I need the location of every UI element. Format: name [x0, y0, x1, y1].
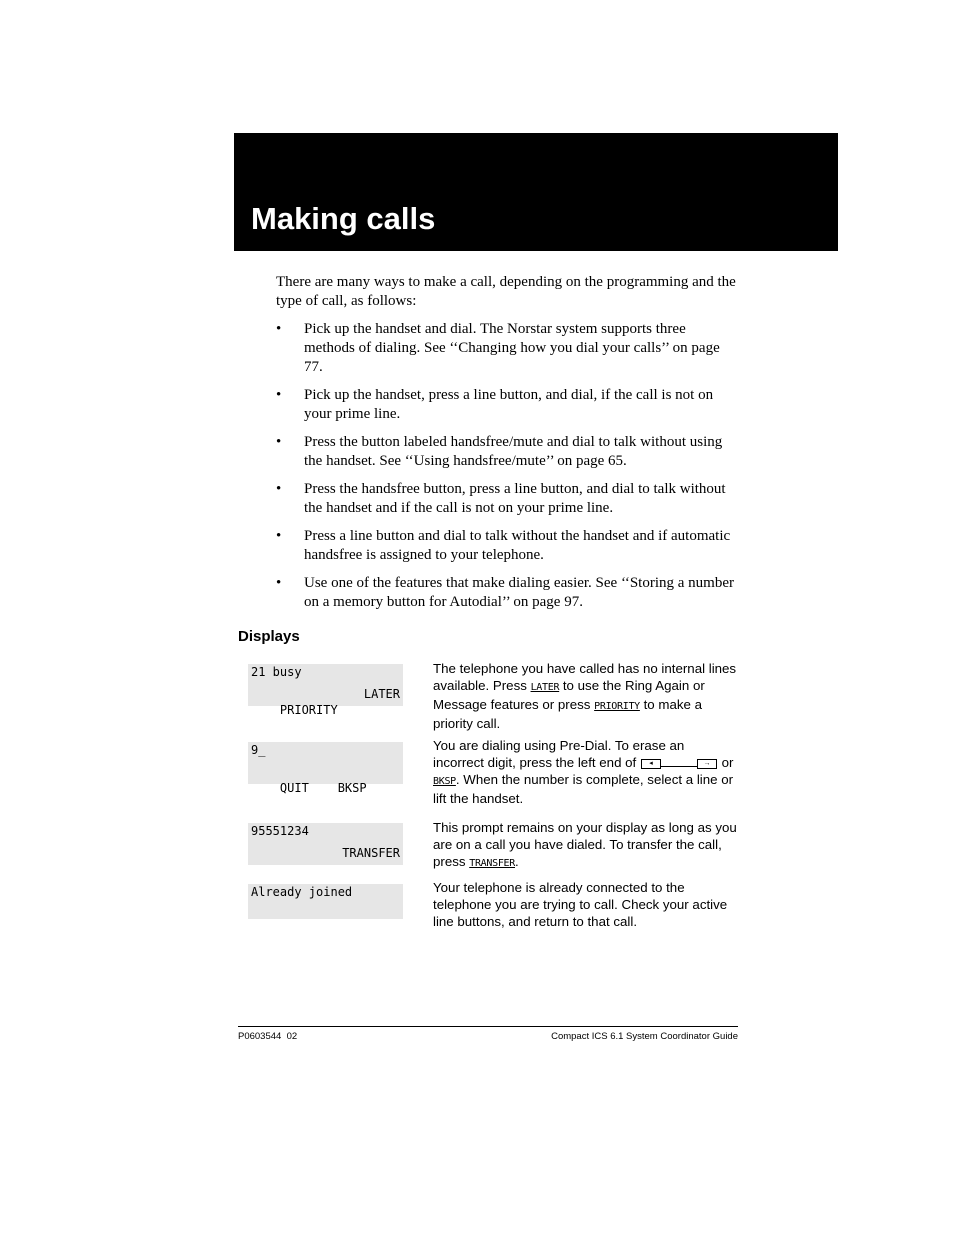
display-description-busy: [433, 660, 738, 732]
display-description-transfer: [433, 819, 738, 872]
bullet-icon: •: [276, 575, 282, 591]
list-item-text: Pick up the handset, press a line button, and dial, if the call is not on your prime line.: [304, 387, 714, 422]
lcd-display-predial: [248, 742, 403, 795]
list-item: [276, 574, 738, 612]
list-item-text: Press the button labeled handsfree/mute and dial to talk without using the handset. See ‘‘Using handsfree/mute’’ on page 65.: [304, 434, 723, 469]
priority-key-label: PRIORITY: [594, 701, 640, 712]
footer-divider: [238, 1026, 738, 1027]
display-description-predial: [433, 737, 738, 807]
desc-text: Your telephone is already connected to the telephone you are trying to call. Check your active line buttons, and return to that call.: [433, 880, 728, 929]
desc-text: You are dialing using Pre-Dial. To erase an incorrect digit, press the left end of: [433, 738, 685, 770]
line-button-icon: [641, 759, 717, 768]
list-item: [276, 433, 738, 471]
desc-text: .: [514, 854, 519, 869]
display-description-already-joined: [433, 879, 738, 930]
lcd-softkey-priority: PRIORITY: [279, 703, 338, 717]
page-title: Making calls: [251, 201, 436, 236]
list-item-text: Use one of the features that make dialing easier. See ‘‘Storing a number on a memory button for Autodial’’ on page 97.: [304, 575, 734, 610]
chapter-title-banner: [234, 133, 838, 251]
list-item-text: Pick up the handset and dial. The Norstar system supports three methods of dialing. See ‘‘Changing how you dial your calls’’ on page 77.: [304, 321, 720, 375]
lcd-line-1: 21 busy: [251, 665, 302, 679]
lcd-line-1: 9_: [251, 743, 266, 757]
transfer-key-label: TRANSFER: [469, 858, 515, 869]
bullet-icon: •: [276, 387, 282, 403]
lcd-softkey-later: LATER: [363, 687, 400, 701]
bullet-icon: •: [276, 481, 282, 497]
list-item: [276, 527, 738, 565]
lcd-line-2: [251, 764, 400, 812]
footer-document-number: P0603544 02: [238, 1031, 298, 1042]
lcd-display-transfer: [248, 823, 403, 865]
list-item: [276, 386, 738, 424]
list-item-text: Press the handsfree button, press a line button, and dial to talk without the handset and if the call is not on your prime line.: [304, 481, 726, 516]
intro-paragraph: There are many ways to make a call, depending on the programming and the type of call, as follows:: [276, 274, 736, 309]
bullet-icon: •: [276, 528, 282, 544]
calling-methods-list: [276, 320, 738, 621]
desc-text: to make a priority call.: [433, 697, 702, 731]
lcd-line-1: 95551234: [251, 824, 309, 838]
lcd-display-already-joined: [248, 884, 403, 919]
lcd-line-2: [251, 686, 400, 750]
line-button-right-end-icon: →: [697, 759, 717, 769]
list-item: [276, 320, 738, 377]
footer-guide-title: Compact ICS 6.1 System Coordinator Guide: [551, 1031, 738, 1042]
lcd-softkey-transfer: TRANSFER: [342, 846, 400, 860]
lcd-line-1: Already joined: [251, 885, 353, 899]
desc-text: The telephone you have called has no internal lines available. Press: [433, 661, 737, 693]
list-item: [276, 480, 738, 518]
desc-text: . When the number is complete, select a line or lift the handset.: [433, 772, 734, 806]
bksp-key-label: BKSP: [433, 776, 456, 787]
line-button-left-end-icon: ◂: [641, 759, 661, 769]
desc-text: to use the Ring Again or Message features or press: [433, 678, 705, 712]
lcd-display-busy: [248, 664, 403, 717]
desc-text: This prompt remains on your display as long as you are on a call you have dialed. To transfer the call, press: [433, 820, 737, 869]
list-item-text: Press a line button and dial to talk without the handset and if automatic handsfree is assigned to your telephone.: [304, 528, 731, 563]
line-button-bar: [660, 766, 698, 767]
later-key-label: LATER: [530, 682, 560, 693]
section-heading-displays: Displays: [238, 628, 300, 645]
lcd-softkeys-quit-bksp: QUIT BKSP: [279, 781, 367, 795]
bullet-icon: •: [276, 321, 282, 337]
bullet-icon: •: [276, 434, 282, 450]
desc-text: or: [717, 755, 734, 770]
